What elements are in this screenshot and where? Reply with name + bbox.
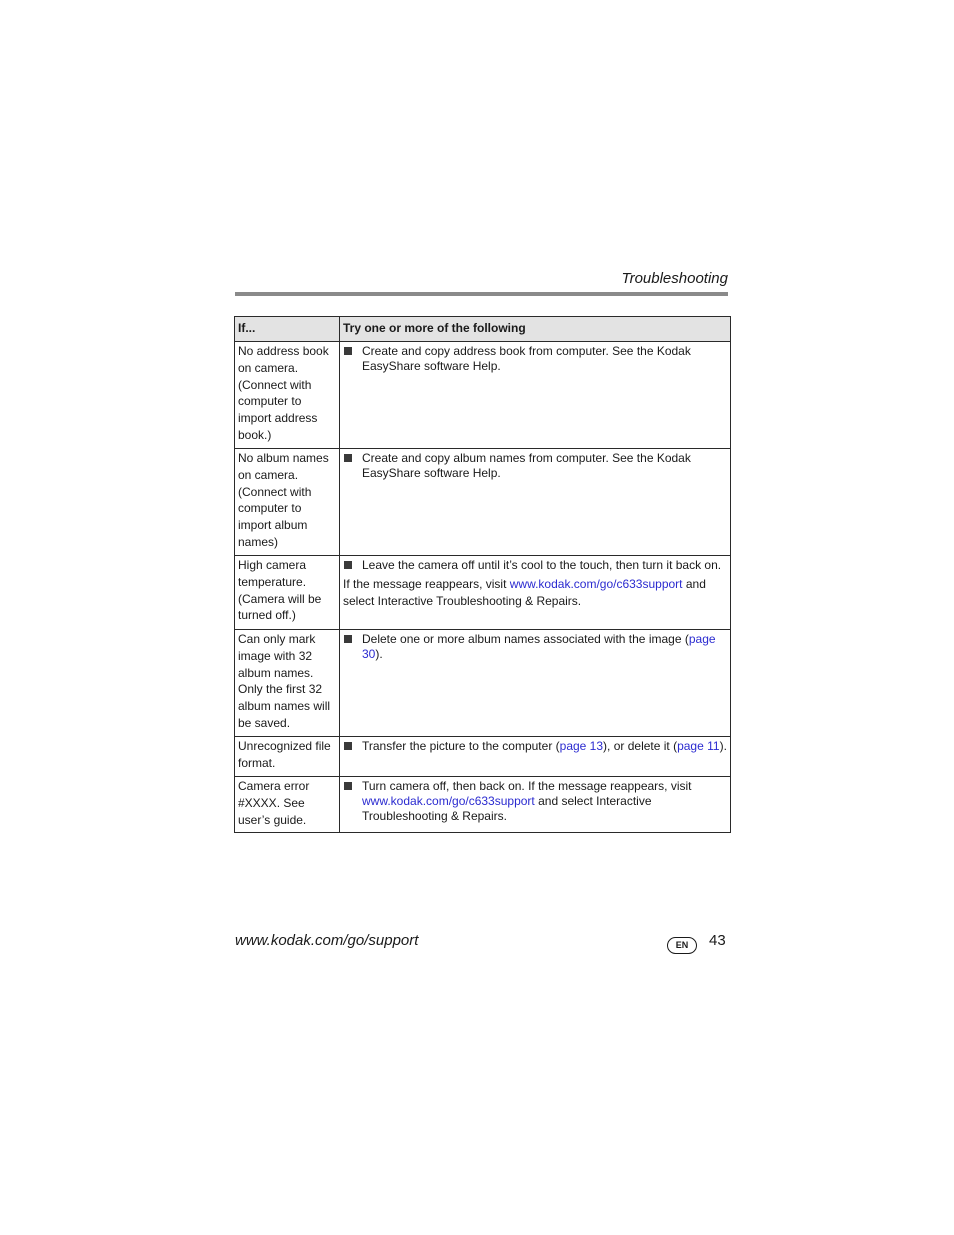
bullet-square-icon bbox=[344, 454, 352, 462]
footer-url: www.kodak.com/go/support bbox=[235, 932, 419, 949]
action-text-mid: ), or delete it ( bbox=[603, 739, 678, 753]
page-13-link[interactable]: page 13 bbox=[559, 739, 604, 753]
action-bullet bbox=[343, 778, 727, 824]
followup-text bbox=[343, 576, 727, 610]
condition-cell: High camera temperature. (Camera will be turned off.) bbox=[235, 556, 340, 630]
action-text: Leave the camera off until it’s cool to the touch, then turn it back on. bbox=[362, 558, 722, 572]
action-bullet bbox=[343, 343, 727, 374]
language-badge: EN bbox=[667, 937, 697, 954]
action-text-post: ). bbox=[719, 739, 727, 753]
bullet-square-icon bbox=[344, 347, 352, 355]
column-header-if: If... bbox=[235, 317, 340, 342]
action-text-pre: Delete one or more album names associated with the image ( bbox=[362, 632, 689, 646]
condition-cell: Camera error #XXXX. See user’s guide. bbox=[235, 777, 340, 833]
table-row bbox=[235, 630, 731, 737]
bullet-square-icon bbox=[344, 742, 352, 750]
column-header-try: Try one or more of the following bbox=[340, 317, 731, 342]
action-bullet bbox=[343, 631, 727, 662]
action-cell bbox=[340, 342, 731, 449]
table-row bbox=[235, 556, 731, 630]
page-11-link[interactable]: page 11 bbox=[677, 739, 720, 753]
page-30-link[interactable]: page 30 bbox=[362, 632, 716, 661]
action-text-post: and select Interactive Troubleshooting & Repairs. bbox=[362, 794, 652, 823]
action-cell bbox=[340, 777, 731, 833]
header-rule bbox=[235, 292, 728, 296]
followup-post: and select Interactive Troubleshooting & Repairs. bbox=[343, 577, 706, 608]
troubleshooting-table bbox=[234, 316, 731, 833]
action-bullet bbox=[343, 450, 727, 481]
condition-cell: Can only mark image with 32 album names. Only the first 32 album names will be saved. bbox=[235, 630, 340, 737]
condition-cell: No album names on camera. (Connect with computer to import album names) bbox=[235, 449, 340, 556]
action-cell bbox=[340, 449, 731, 556]
action-text: Create and copy address book from computer. See the Kodak EasyShare software Help. bbox=[362, 344, 691, 373]
table-row bbox=[235, 777, 731, 833]
support-link[interactable]: www.kodak.com/go/c633support bbox=[362, 794, 535, 808]
bullet-square-icon bbox=[344, 561, 352, 569]
table-row bbox=[235, 737, 731, 777]
action-text: Create and copy album names from computer. See the Kodak EasyShare software Help. bbox=[362, 451, 691, 480]
table-row bbox=[235, 449, 731, 556]
action-text-pre: Turn camera off, then back on. If the message reappears, visit bbox=[362, 779, 692, 793]
followup-pre: If the message reappears, visit bbox=[343, 577, 510, 591]
page-number: 43 bbox=[709, 932, 726, 949]
table-header-row bbox=[235, 317, 731, 342]
bullet-square-icon bbox=[344, 635, 352, 643]
action-cell bbox=[340, 737, 731, 777]
bullet-square-icon bbox=[344, 782, 352, 790]
action-text-post: ). bbox=[375, 647, 383, 661]
section-title: Troubleshooting bbox=[621, 270, 728, 287]
action-bullet bbox=[343, 557, 727, 573]
support-link[interactable]: www.kodak.com/go/c633support bbox=[509, 577, 683, 591]
table-row bbox=[235, 342, 731, 449]
condition-cell: Unrecognized file format. bbox=[235, 737, 340, 777]
action-bullet bbox=[343, 738, 727, 754]
condition-cell: No address book on camera. (Connect with computer to import address book.) bbox=[235, 342, 340, 449]
action-cell bbox=[340, 630, 731, 737]
action-cell bbox=[340, 556, 731, 630]
action-text-pre: Transfer the picture to the computer ( bbox=[362, 739, 560, 753]
